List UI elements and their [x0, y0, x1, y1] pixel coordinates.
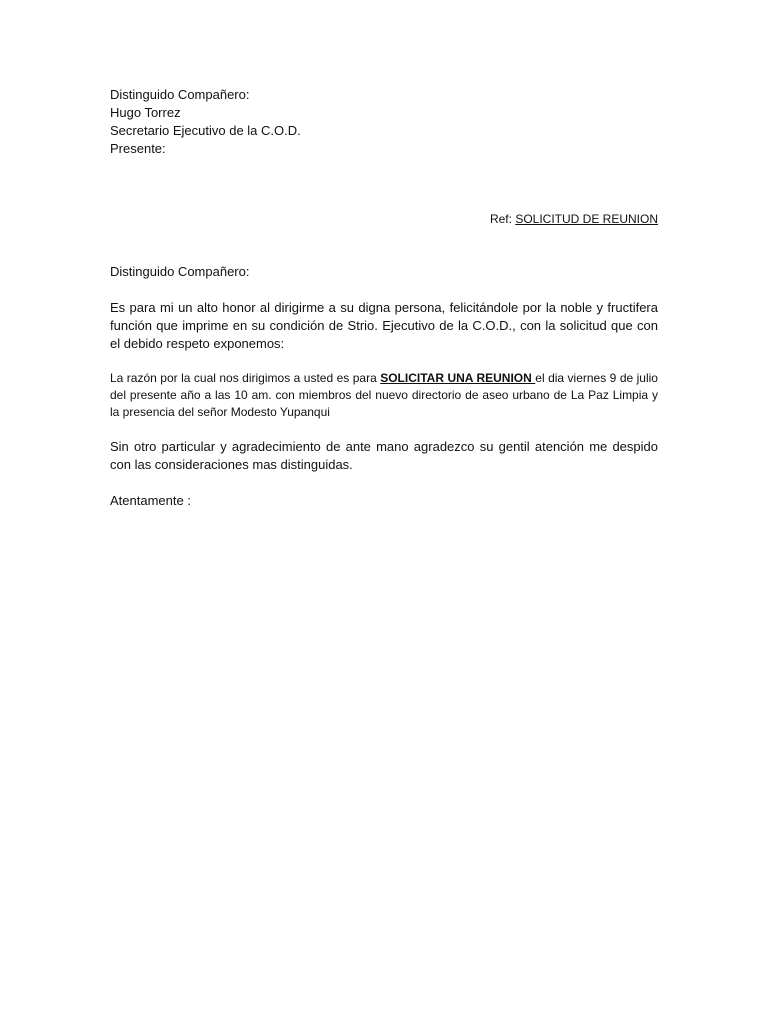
closing: Atentamente :: [110, 493, 191, 508]
salutation: Distinguido Compañero:: [110, 264, 250, 279]
presente-label: Presente:: [110, 141, 166, 156]
recipient-position: Secretario Ejecutivo de la C.O.D.: [110, 123, 301, 138]
paragraph-3: Sin otro particular y agradecimiento de ante mano agradezco su gentil atención me despido con las consideraciones mas distinguidas.: [110, 439, 658, 472]
paragraph-1: Es para mi un alto honor al dirigirme a su digna persona, felicitándole por la noble y fructifera función que imprime en su condición de Strio. Ejecutivo de la C.O.D., con la solicitud que con el debido respeto exponemos:: [110, 300, 658, 351]
reference-label: Ref:: [489, 212, 516, 226]
paragraph-2-details: el dia viernes 9 de julio del presente año a las 10 am. con miembros del nuevo directorio de aseo urbano de La Paz Limpia y la presencia del señor Modesto Yupanqui: [110, 371, 658, 419]
recipient-name: Hugo Torrez: [110, 105, 181, 120]
header-greeting: Distinguido Compañero:: [110, 87, 250, 102]
paragraph-2-emphasis: SOLICITAR UNA REUNION: [380, 371, 536, 385]
paragraph-2-intro: La razón por la cual nos dirigimos a usted es para: [110, 371, 381, 385]
reference-line: [490, 210, 658, 228]
paragraph-2: [110, 370, 658, 421]
reference-subject: SOLICITUD DE REUNION: [515, 212, 658, 226]
